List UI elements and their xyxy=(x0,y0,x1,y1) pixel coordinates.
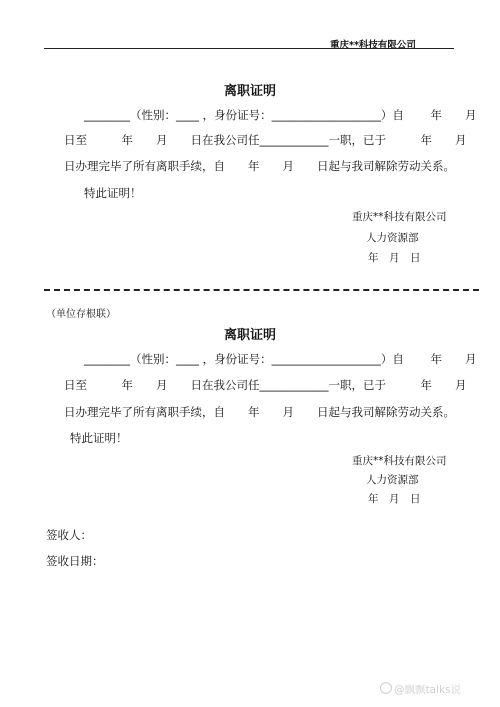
stub-label: （单位存根联） xyxy=(46,309,116,320)
certificate-title: 离职证明 xyxy=(223,84,276,99)
issuer-department: 人力资源部 xyxy=(366,232,419,244)
receiver-field: 签收人： xyxy=(46,528,92,542)
issuer-company: 重庆**科技有限公司 xyxy=(352,211,447,223)
certificate-line-1: ________（性别：____ ，身份证号：___________________）自 年 月 xyxy=(84,108,477,122)
stub-line-1: ________（性别：____ ，身份证号：___________________）自 年 月 xyxy=(84,352,477,366)
stub-title: 离职证明 xyxy=(223,328,276,343)
stub-line-2: 日至 年 月 日在我公司任____________一职，已于 年 月 xyxy=(64,378,467,392)
certificate-closing: 特此证明！ xyxy=(84,186,142,200)
stub-issuer-department: 人力资源部 xyxy=(366,474,419,486)
receive-date-field: 签收日期： xyxy=(46,554,104,568)
header-rule xyxy=(44,48,454,49)
stub-issuer-company: 重庆**科技有限公司 xyxy=(352,455,447,467)
watermark-text: @飘飘talks说 xyxy=(394,684,462,696)
certificate-line-3: 日办理完毕了所有离职手续，自 年 月 日起与我司解除劳动关系。 xyxy=(64,159,455,173)
issue-date: 年 月 日 xyxy=(368,252,421,264)
stub-issue-date: 年 月 日 xyxy=(368,493,421,505)
header-company: 重庆**科技有限公司 xyxy=(330,40,416,51)
watermark xyxy=(380,682,461,697)
certificate-line-2: 日至 年 月 日在我公司任____________一职，已于 年 月 xyxy=(64,133,467,147)
stub-closing: 特此证明！ xyxy=(70,431,128,445)
stub-line-3: 日办理完毕了所有离职手续，自 年 月 日起与我司解除劳动关系。 xyxy=(64,405,455,419)
cut-line xyxy=(44,289,479,291)
watermark-logo-icon xyxy=(380,682,392,694)
